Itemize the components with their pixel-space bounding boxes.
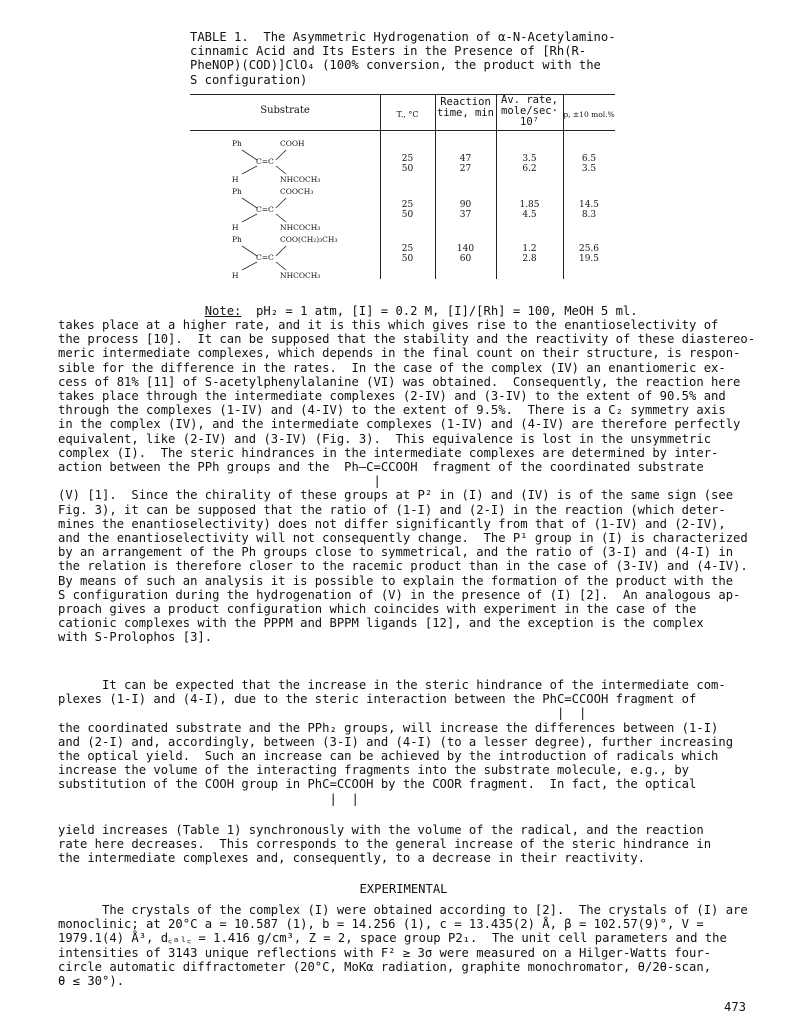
substrate-ph: Ph [232, 235, 242, 244]
header-average-rate: Av. rate, mole/sec· 10⁷ [501, 94, 558, 128]
substrate-double-bond: C=C [256, 205, 274, 214]
section-heading: EXPERIMENTAL [359, 882, 448, 896]
row3-optical-yield: 25.6 19.5 [578, 244, 600, 264]
page-number: 473 [724, 1000, 747, 1014]
body-paragraph: It can be expected that the increase in the steric hindrance of the intermediate com- plexes (1-I) and (4-I), due to the steric interaction between the PhC=CCOOH fragment of | | the coordinated substrate and the PPh₂ groups, will increase the differences between (1-I) and (2-I) and, accordingly, between (3-I) and (4-I) (to a lesser degree), further increasing the optical yield. Such an increase can be achieved by the introduction of radicals which increase the volume of the interacting fragments into the substrate molecule, e.g., by substitution of the COOH group in PhC=CCOOH by the COOR fragment. In fact, the optical | | [58, 678, 734, 806]
note-text: pH₂ = 1 atm, [I] = 0.2 M, [I]/[Rh] = 100, MeOH 5 ml. [241, 304, 638, 319]
substrate-group1: COOCH₃ [280, 187, 314, 196]
note-label: Note: [204, 304, 242, 319]
substrate-ph: Ph [232, 187, 242, 196]
substrate-double-bond: C=C [256, 253, 274, 262]
substrate-structure [230, 188, 360, 236]
substrate-ph: Ph [232, 139, 242, 148]
table-note [190, 290, 690, 318]
substrate-h: H [232, 175, 239, 184]
row1-optical-yield: 6.5 3.5 [581, 154, 597, 174]
header-substrate: Substrate [260, 105, 310, 116]
header-enantiomeric-excess: p, ±10 mol.% [563, 110, 615, 119]
row1-reaction-time: 47 27 [459, 154, 472, 174]
table-caption: TABLE 1. The Asymmetric Hydrogenation of α-N-Acetylamino- cinnamic Acid and Its Esters in the Presence of [Rh(R- PheNOP)(COD)]ClO₄ (100% conversion, the product with the S configuration) [190, 30, 616, 87]
body-paragraph: The crystals of the complex (I) were obtained according to [2]. The crystals of (I) are monoclinic; at 20°C a = 10.587 (1), b = 14.256 (1), c = 13.435(2) Å, β = 102.57(9)°, V = 1979.1(4) Å³, d꜀ₐₗ꜀ = 1.416 g/cm³, Z = 2, space group P2₁. The unit cell parameters and the intensities of 3143 unique reflections with F² ≥ 3σ were measured on a Hilger-Watts four- circle automatic diffractometer (20°C, MoKα radiation, graphite monochromator, θ/2θ-scan, θ ≤ 30°). [58, 903, 748, 989]
data-table [190, 94, 615, 284]
substrate-structure [230, 236, 370, 284]
substrate-group2: NHCOCH₃ [280, 175, 321, 184]
row2-average-rate: 1.85 4.5 [519, 200, 540, 220]
row1-average-rate: 3.5 6.2 [522, 154, 537, 174]
substrate-group1: COOH [280, 139, 305, 148]
substrate-structure [230, 140, 360, 188]
substrate-double-bond: C=C [256, 157, 274, 166]
row2-optical-yield: 14.5 8.3 [578, 200, 600, 220]
row1-temperature: 25 50 [401, 154, 414, 174]
row3-average-rate: 1.2 2.8 [522, 244, 537, 264]
substrate-h: H [232, 223, 239, 232]
body-paragraph: yield increases (Table 1) synchronously with the volume of the radical, and the reaction rate here decreases. This corresponds to the general increase of the steric hindrance in the intermediate complexes and, consequently, to a decrease in their reactivity. [58, 823, 712, 866]
substrate-h: H [232, 271, 239, 280]
header-temperature: T., °C [396, 110, 419, 119]
row2-reaction-time: 90 37 [459, 200, 472, 220]
substrate-group1: COO(CH₂)₃CH₃ [280, 235, 338, 244]
body-paragraph: takes place at a higher rate, and it is this which gives rise to the enantioselectivity of the process [10]. It can be supposed that the stability and the reactivity of these diastereo- meric intermediate complexes, which depends in the final count on their structure, is respon- sible for the difference in the rates. In the case of the complex (IV) an enantiomeric ex- cess of 81% [11] of S-acetylphenylalanine (VI) was obtained. Consequently, the reaction here takes place through the intermediate complexes (2-IV) and (3-IV) to the extent of 90.5% and through the complexes (1-IV) and (4-IV) to the extent of 9.5%. There is a C₂ symmetry axis in the complex (IV), and the intermediate complexes (1-IV) and (4-IV) are therefore perfectly equivalent, like (2-IV) and (3-IV) (Fig. 3). This equivalence is lost in the unsymmetric complex (I). The steric hindrances in the intermediate complexes are determined by inter- action between the PPh groups and the Ph—C=CCOOH fragment of the coordinated substrate | (V) [1]. Since the chirality of these groups at P² in (I) and (IV) is of the same sign (see Fig. 3), it can be supposed that the ratio of (1-I) and (2-I) in the reaction (which deter- mines the enantioselectivity) does not differ significantly from that of (1-IV) and (2-IV), and the enantioselectivity will not consequently change. The P¹ group in (I) is characterized by an arrangement of the Ph groups close to symmetrical, and the ratio of (3-I) and (4-I) in the relation is therefore closer to the racemic product than in the case of (3-IV) and (4-IV). By means of such an analysis it is possible to explain the formation of the product with the S configuration during the hydrogenation of (V) in the presence of (I) [2]. An analogous ap- proach gives a product configuration which coincides with experiment in the case of the cationic complexes with the PPPM and BPPM ligands [12], and the exception is the complex with S-Prolophos [3]. [58, 318, 756, 645]
header-reaction-time: Reaction time, min [437, 96, 494, 119]
substrate-group2: NHCOCH₃ [280, 223, 321, 232]
row3-reaction-time: 140 60 [456, 244, 475, 264]
row2-temperature: 25 50 [401, 200, 414, 220]
row3-temperature: 25 50 [401, 244, 414, 264]
substrate-group2: NHCOCH₃ [280, 271, 321, 280]
